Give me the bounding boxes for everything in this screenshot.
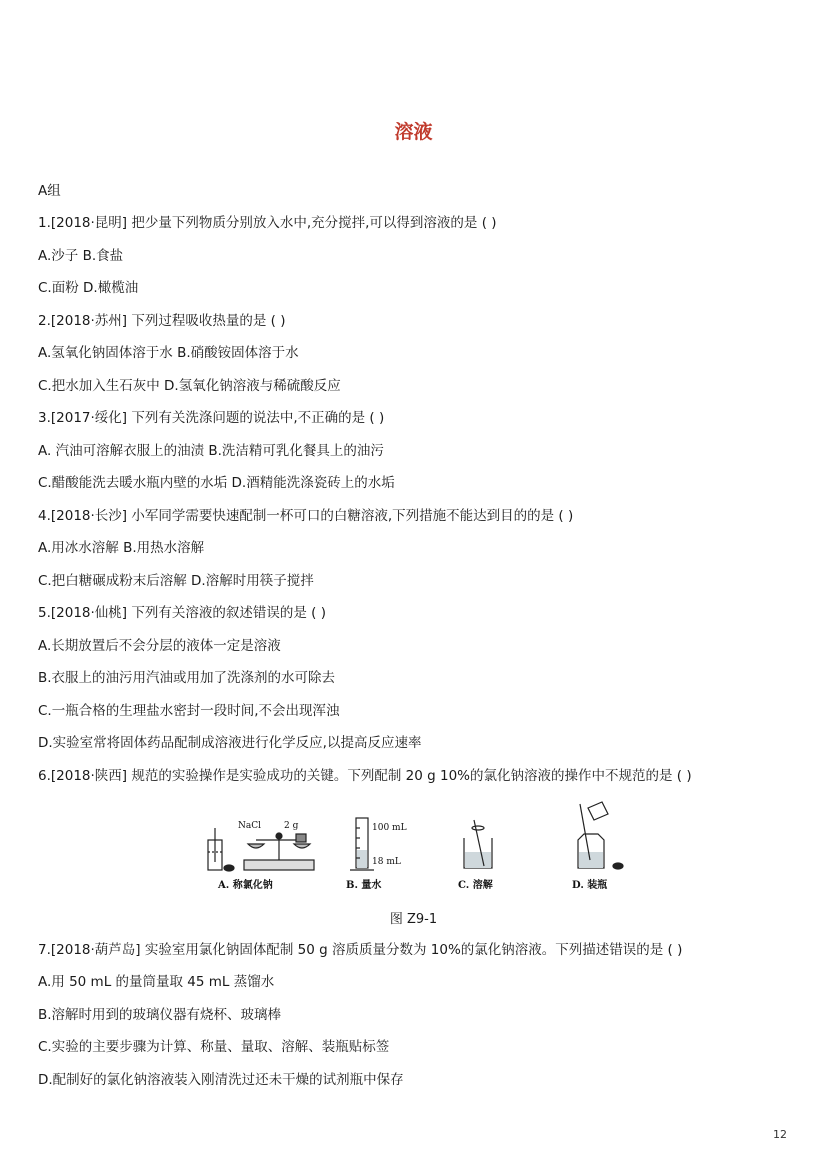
graduated-cylinder-illustration: [350, 818, 374, 870]
lab-operations-figure: [196, 800, 632, 896]
beaker-stirring-illustration: [464, 820, 492, 868]
q2-options-ab: A.氢氧化钠固体溶于水 B.硝酸铵固体溶于水: [38, 345, 299, 361]
label-b: B. 量水: [346, 880, 382, 891]
q5-option-c: C.一瓶合格的生理盐水密封一段时间,不会出现浑浊: [38, 703, 340, 719]
question-1: 1.[2018·昆明] 把少量下列物质分别放入水中,充分搅拌,可以得到溶液的是 ( ): [38, 215, 497, 231]
q2-options-cd: C.把水加入生石灰中 D.氢氧化钠溶液与稀硫酸反应: [38, 378, 341, 394]
balance-illustration: [208, 828, 314, 871]
question-5: 5.[2018·仙桃] 下列有关溶液的叙述错误的是 ( ): [38, 605, 326, 621]
section-heading: A组: [38, 183, 61, 199]
q3-options-ab: A. 汽油可溶解衣服上的油渍 B.洗洁精可乳化餐具上的油污: [38, 443, 384, 459]
q1-options-ab: A.沙子 B.食盐: [38, 248, 124, 264]
q5-option-d: D.实验室常将固体药品配制成溶液进行化学反应,以提高反应速率: [38, 735, 422, 751]
q5-option-b: B.衣服上的油污用汽油或用加了洗涤剂的水可除去: [38, 670, 336, 686]
q7-option-a: A.用 50 mL 的量筒量取 45 mL 蒸馏水: [38, 974, 275, 990]
label-a: A. 称氯化钠: [218, 880, 273, 891]
q7-option-b: B.溶解时用到的玻璃仪器有烧杯、玻璃棒: [38, 1007, 282, 1023]
volume-bottom-label: 18 mL: [372, 857, 401, 867]
q3-options-cd: C.醋酸能洗去暖水瓶内壁的水垢 D.酒精能洗涤瓷砖上的水垢: [38, 475, 395, 491]
mass-label: 2 g: [284, 821, 299, 831]
volume-top-label: 100 mL: [372, 823, 407, 833]
question-4: 4.[2018·长沙] 小军同学需要快速配制一杯可口的白糖溶液,下列措施不能达到目的的是 ( ): [38, 508, 574, 524]
q7-option-d: D.配制好的氯化钠溶液装入刚清洗过还未干燥的试剂瓶中保存: [38, 1072, 404, 1088]
bottle-pouring-illustration: [578, 802, 623, 869]
q7-option-c: C.实验的主要步骤为计算、称量、量取、溶解、装瓶贴标签: [38, 1039, 390, 1055]
figure-caption: 图 Z9-1: [389, 912, 438, 927]
page-title: 溶液: [394, 121, 433, 143]
label-d: D. 装瓶: [572, 880, 608, 891]
q1-options-cd: C.面粉 D.橄榄油: [38, 280, 139, 296]
q5-option-a: A.长期放置后不会分层的液体一定是溶液: [38, 638, 281, 654]
q4-options-ab: A.用冰水溶解 B.用热水溶解: [38, 540, 205, 556]
label-c: C. 溶解: [458, 880, 493, 891]
q4-options-cd: C.把白糖碾成粉末后溶解 D.溶解时用筷子搅拌: [38, 573, 314, 589]
question-2: 2.[2018·苏州] 下列过程吸收热量的是 ( ): [38, 313, 286, 329]
question-3: 3.[2017·绥化] 下列有关洗涤问题的说法中,不正确的是 ( ): [38, 410, 385, 426]
page-number: 12: [773, 1128, 787, 1141]
question-6: 6.[2018·陕西] 规范的实验操作是实验成功的关键。下列配制 20 g 10%的氯化钠溶液的操作中不规范的是 ( ): [38, 768, 692, 784]
nacl-label: NaCl: [238, 821, 262, 831]
question-7: 7.[2018·葫芦岛] 实验室用氯化钠固体配制 50 g 溶质质量分数为 10%的氯化钠溶液。下列描述错误的是 ( ): [38, 942, 683, 958]
